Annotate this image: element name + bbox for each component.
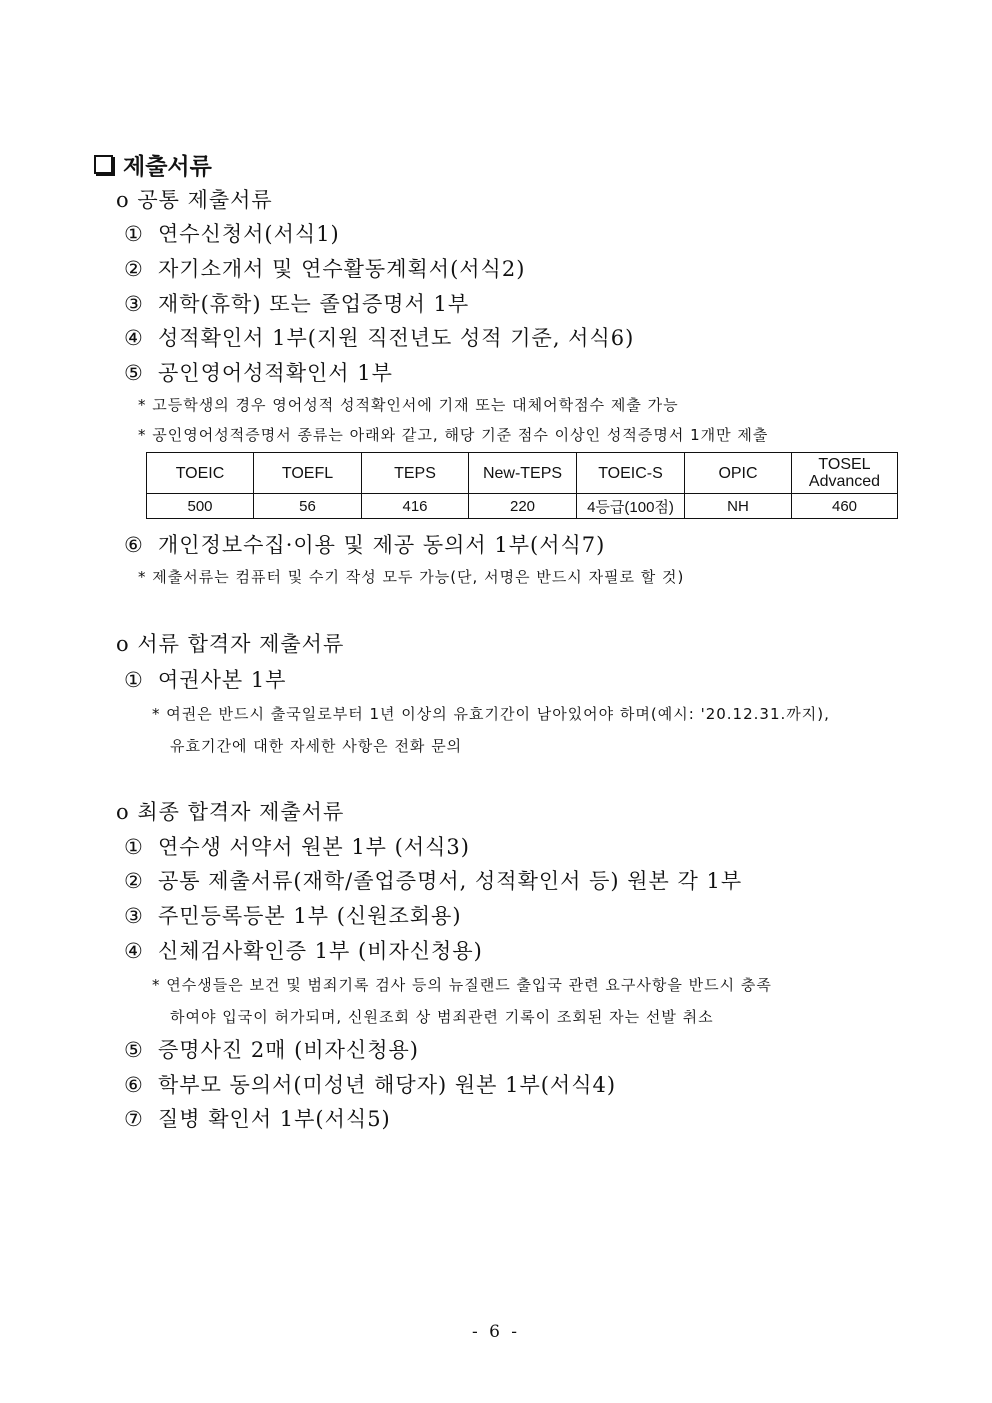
final-item-6 <box>124 1069 616 1099</box>
common-item-4 <box>124 322 634 352</box>
table-header-cell: TOEIC-S <box>577 453 685 494</box>
item-text: 증명사진 2매 (비자신청용) <box>158 1038 419 1062</box>
item-text: 공통 제출서류(재학/졸업증명서, 성적확인서 등) 원본 각 1부 <box>158 869 743 893</box>
table-header-row <box>147 453 898 494</box>
final-item-3 <box>124 900 462 930</box>
item-number: ② <box>124 869 144 893</box>
doc-pass-title: o 서류 합격자 제출서류 <box>116 632 345 656</box>
final-item-7 <box>124 1103 391 1133</box>
item-text: 개인정보수집·이용 및 제공 동의서 1부(서식7) <box>158 533 606 557</box>
item-text: 연수신청서(서식1) <box>158 222 340 246</box>
note-passport-1: * 여권은 반드시 출국일로부터 1년 이상의 유효기간이 남아있어야 하며(예시: '20.12.31.까지), <box>152 705 830 723</box>
table-cell: 220 <box>469 494 577 519</box>
item-number: ① <box>124 668 144 692</box>
item-text: 연수생 서약서 원본 1부 (서식3) <box>158 835 470 859</box>
note-passport-2: 유효기간에 대한 자세한 사항은 전화 문의 <box>170 737 463 755</box>
note-handwriting: * 제출서류는 컴퓨터 및 수기 작성 모두 가능(단, 서명은 반드시 자필로 할 것) <box>138 568 685 586</box>
table-cell: NH <box>685 494 792 519</box>
item-number: ⑦ <box>124 1107 144 1131</box>
common-item-6 <box>124 529 605 559</box>
item-number: ③ <box>124 904 144 928</box>
table-cell: 500 <box>147 494 254 519</box>
common-item-3 <box>124 288 469 318</box>
item-number: ⑤ <box>124 361 144 385</box>
common-item-1 <box>124 218 340 248</box>
item-text: 성적확인서 1부(지원 직전년도 성적 기준, 서식6) <box>158 326 635 350</box>
final-item-5 <box>124 1034 419 1064</box>
table-cell: 56 <box>254 494 362 519</box>
doc-pass-item-1 <box>124 664 286 694</box>
note-immigration-2: 하여야 입국이 허가되며, 신원조회 상 범죄관련 기록이 조회된 자는 선발 취소 <box>170 1008 714 1026</box>
common-item-2 <box>124 253 525 283</box>
item-number: ⑥ <box>124 533 144 557</box>
item-number: ① <box>124 835 144 859</box>
page-number: - 6 - <box>471 1322 521 1342</box>
english-score-table <box>146 452 898 519</box>
common-docs-title: o 공통 제출서류 <box>116 188 273 212</box>
final-pass-title: o 최종 합격자 제출서류 <box>116 800 345 824</box>
final-item-1 <box>124 831 470 861</box>
item-text: 학부모 동의서(미성년 해당자) 원본 1부(서식4) <box>158 1073 617 1097</box>
section-title: 제출서류 <box>123 153 212 180</box>
table-cell: 460 <box>792 494 898 519</box>
table-header-cell: TEPS <box>362 453 469 494</box>
table-row <box>147 494 898 519</box>
final-item-4 <box>124 935 483 965</box>
table-header-cell <box>792 453 898 494</box>
advanced-label: Advanced <box>808 473 881 490</box>
table-header-cell: TOEIC <box>147 453 254 494</box>
item-text: 질병 확인서 1부(서식5) <box>158 1107 391 1131</box>
note-score-types: * 공인영어성적증명서 종류는 아래와 같고, 해당 기준 점수 이상인 성적증명서 1개만 제출 <box>138 426 769 444</box>
note-highschool: * 고등학생의 경우 영어성적 성적확인서에 기재 또는 대체어학점수 제출 가능 <box>138 396 679 414</box>
item-number: ⑤ <box>124 1038 144 1062</box>
table-header-cell: OPIC <box>685 453 792 494</box>
checkbox-icon <box>94 155 113 174</box>
item-number: ⑥ <box>124 1073 144 1097</box>
table-cell: 416 <box>362 494 469 519</box>
item-text: 신체검사확인증 1부 (비자신청용) <box>158 939 483 963</box>
item-text: 공인영어성적확인서 1부 <box>158 361 393 385</box>
final-item-2 <box>124 865 742 895</box>
item-text: 재학(휴학) 또는 졸업증명서 1부 <box>158 292 470 316</box>
table-header-cell: TOEFL <box>254 453 362 494</box>
table-cell: 4등급(100점) <box>577 494 685 519</box>
item-number: ③ <box>124 292 144 316</box>
item-number: ④ <box>124 326 144 350</box>
item-number: ④ <box>124 939 144 963</box>
table-header-cell: New-TEPS <box>469 453 577 494</box>
item-text: 여권사본 1부 <box>158 668 287 692</box>
item-text: 주민등록등본 1부 (신원조회용) <box>158 904 462 928</box>
item-text: 자기소개서 및 연수활동계획서(서식2) <box>158 257 526 281</box>
section-heading <box>94 148 212 181</box>
item-number: ② <box>124 257 144 281</box>
note-immigration-1: * 연수생들은 보건 및 범죄기록 검사 등의 뉴질랜드 출입국 관련 요구사항을 반드시 충족 <box>152 976 772 994</box>
tosel-label: TOSEL <box>818 456 871 473</box>
item-number: ① <box>124 222 144 246</box>
common-item-5 <box>124 357 393 387</box>
